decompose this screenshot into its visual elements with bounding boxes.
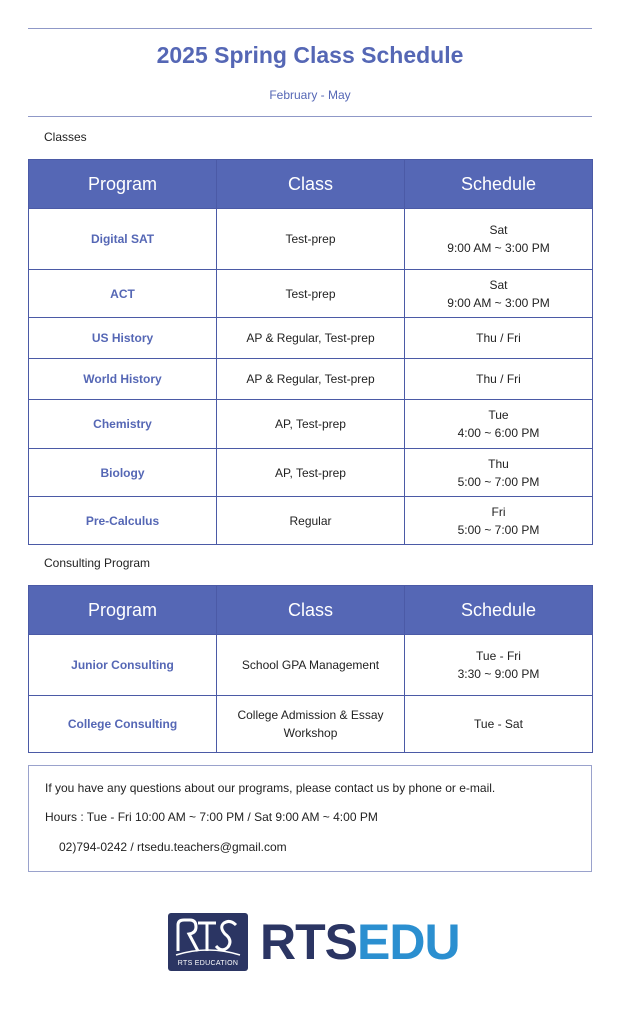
contact-intro: If you have any questions about our programs, please contact us by phone or e-mail. — [45, 781, 496, 795]
schedule-cell — [405, 400, 593, 449]
table-row — [29, 400, 593, 449]
schedule-cell — [405, 209, 593, 270]
schedule-day: Sat — [489, 223, 508, 237]
column-header-schedule: Schedule — [405, 586, 593, 635]
schedule-day: Sat — [489, 277, 508, 292]
schedule-day: Tue — [488, 408, 509, 422]
classes-table — [28, 159, 593, 545]
logo-badge-text: RTS EDUCATION — [177, 960, 239, 967]
page-title: 2025 Spring Class Schedule — [156, 42, 464, 68]
column-header-program: Program — [29, 586, 217, 635]
schedule-day: Fri — [491, 504, 506, 519]
logo-wordmark — [260, 915, 460, 969]
page-subtitle: February - May — [269, 88, 351, 102]
table-row — [29, 270, 593, 318]
column-header-class: Class — [217, 160, 405, 209]
logo-word-rts: RTS — [260, 914, 357, 970]
column-header-schedule: Schedule — [405, 160, 593, 209]
schedule-time: 5:00 ~ 7:00 PM — [457, 474, 540, 489]
schedule-time: 4:00 ~ 6:00 PM — [457, 426, 540, 440]
table-header-row — [29, 160, 593, 209]
class-cell: Regular — [217, 497, 405, 545]
top-rule — [28, 28, 592, 29]
program-cell: World History — [29, 359, 217, 400]
program-cell: ACT — [29, 270, 217, 318]
class-cell: AP & Regular, Test-prep — [217, 318, 405, 359]
class-cell: AP, Test-prep — [217, 449, 405, 497]
table-row — [29, 635, 593, 696]
table-row — [29, 497, 593, 545]
schedule-day: Tue - Fri — [476, 649, 521, 663]
program-cell: College Consulting — [29, 696, 217, 753]
schedule-cell — [405, 696, 593, 753]
schedule-cell — [405, 497, 593, 545]
schedule-cell — [405, 318, 593, 359]
class-line: College Admission & Essay — [237, 708, 384, 722]
schedule-day: Thu — [488, 456, 509, 471]
schedule-day: Tue - Sat — [474, 717, 523, 731]
rts-monogram-icon — [168, 915, 248, 959]
contact-box — [28, 765, 592, 872]
class-line: School GPA Management — [241, 658, 380, 672]
schedule-cell — [405, 270, 593, 318]
class-cell — [217, 635, 405, 696]
schedule-cell — [405, 359, 593, 400]
consulting-section-label: Consulting Program — [44, 556, 151, 570]
class-line: Workshop — [283, 726, 338, 740]
rtsedu-logo — [168, 913, 458, 971]
program-cell: US History — [29, 318, 217, 359]
logo-badge — [168, 913, 248, 971]
schedule-time: 5:00 ~ 7:00 PM — [457, 522, 540, 537]
schedule-time: 3:30 ~ 9:00 PM — [457, 667, 540, 681]
program-cell: Junior Consulting — [29, 635, 217, 696]
program-cell: Biology — [29, 449, 217, 497]
schedule-time: 9:00 AM ~ 3:00 PM — [447, 295, 550, 310]
class-cell: Test-prep — [217, 270, 405, 318]
consulting-table — [28, 585, 593, 753]
contact-phone-email[interactable]: 02)794-0242 / rtsedu.teachers@gmail.com — [59, 840, 287, 854]
contact-hours: Hours : Tue - Fri 10:00 AM ~ 7:00 PM / Sat 9:00 AM ~ 4:00 PM — [45, 810, 378, 824]
class-cell: AP & Regular, Test-prep — [217, 359, 405, 400]
table-row — [29, 696, 593, 753]
class-cell: AP, Test-prep — [217, 400, 405, 449]
schedule-day: Thu / Fri — [476, 331, 521, 345]
logo-word-edu: EDU — [357, 914, 460, 970]
column-header-program: Program — [29, 160, 217, 209]
program-cell: Digital SAT — [29, 209, 217, 270]
class-cell: Test-prep — [217, 209, 405, 270]
schedule-day: Thu / Fri — [476, 372, 521, 386]
table-row — [29, 359, 593, 400]
column-header-class: Class — [217, 586, 405, 635]
classes-section-label: Classes — [44, 130, 87, 144]
program-cell: Chemistry — [29, 400, 217, 449]
table-row — [29, 449, 593, 497]
class-cell — [217, 696, 405, 753]
schedule-time: 9:00 AM ~ 3:00 PM — [447, 241, 550, 255]
header-rule — [28, 116, 592, 117]
schedule-cell — [405, 449, 593, 497]
table-header-row — [29, 586, 593, 635]
table-row — [29, 318, 593, 359]
schedule-cell — [405, 635, 593, 696]
program-cell: Pre-Calculus — [29, 497, 217, 545]
table-row — [29, 209, 593, 270]
